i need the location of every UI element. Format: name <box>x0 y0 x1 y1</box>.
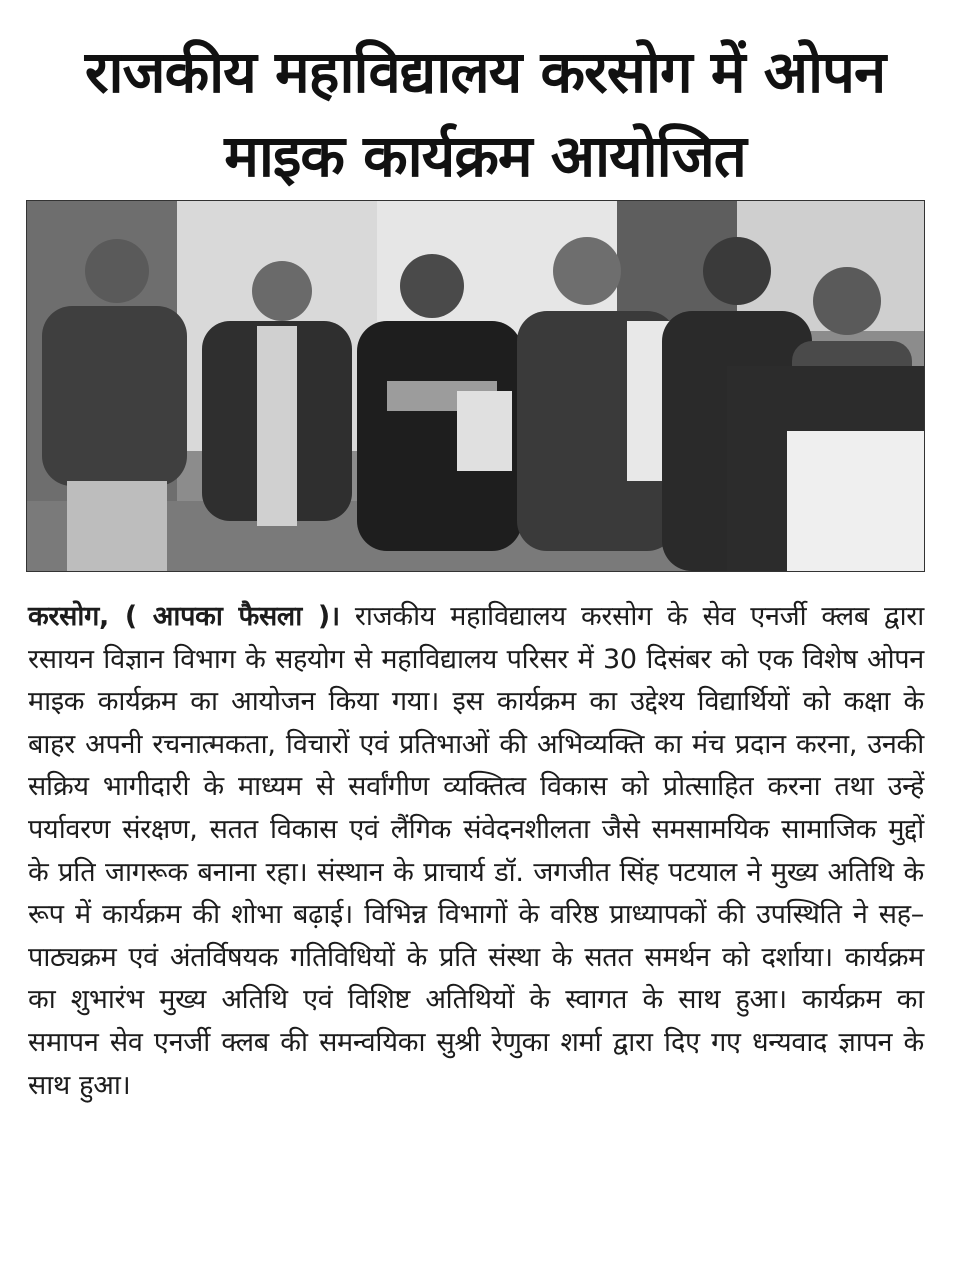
headline-line-2: माइक कार्यक्रम आयोजित <box>224 122 746 190</box>
article-dateline: करसोग, ( आपका फैसला )। <box>28 601 340 632</box>
article-body-text: राजकीय महाविद्यालय करसोग के सेव एनर्जी क्लब द्वारा रसायन विज्ञान विभाग के सहयोग से महाविद्यालय परिसर में 30 दिसंबर को एक विशेष ओपन माइक कार्यक्रम का आयोजन किया गया। इस कार्यक्रम का उद्देश्य विद्यार्थियों को कक्षा के बाहर अपनी रचनात्मकता, विचारों एवं प्रतिभाओं की अभिव्यक्ति का मंच प्रदान करना, उनकी सक्रिय भागीदारी के माध्यम से सर्वांगीण व्यक्तित्व विकास को प्रोत्साहित करना तथा उन्हें पर्यावरण संरक्षण, सतत विकास एवं लैंगिक संवेदनशीलता जैसे समसामयिक सामाजिक मुद्दों के प्रति जागरूक बनाना रहा। संस्थान के प्राचार्य डॉ. जगजीत सिंह पटयाल ने मुख्य अतिथि के रूप में कार्यक्रम की शोभा बढ़ाई। विभिन्न विभागों के वरिष्ठ प्राध्यापकों की उपस्थिति ने सह–पाठ्यक्रम एवं अंतर्विषयक गतिविधियों के प्रति संस्था के सतत समर्थन को दर्शाया। कार्यक्रम का शुभारंभ मुख्य अतिथि एवं विशिष्ट अतिथियों के स्वागत के साथ हुआ। कार्यक्रम का समापन सेव एनर्जी क्लब की समन्वयिका सुश्री रेणुका शर्मा द्वारा दिए गए धन्यवाद ज्ञापन के साथ हुआ। <box>28 601 924 1101</box>
article-photo <box>26 200 925 572</box>
headline-line-1: राजकीय महाविद्यालय करसोग में ओपन <box>84 38 886 106</box>
article-body <box>28 596 924 1107</box>
article-headline <box>20 30 950 198</box>
